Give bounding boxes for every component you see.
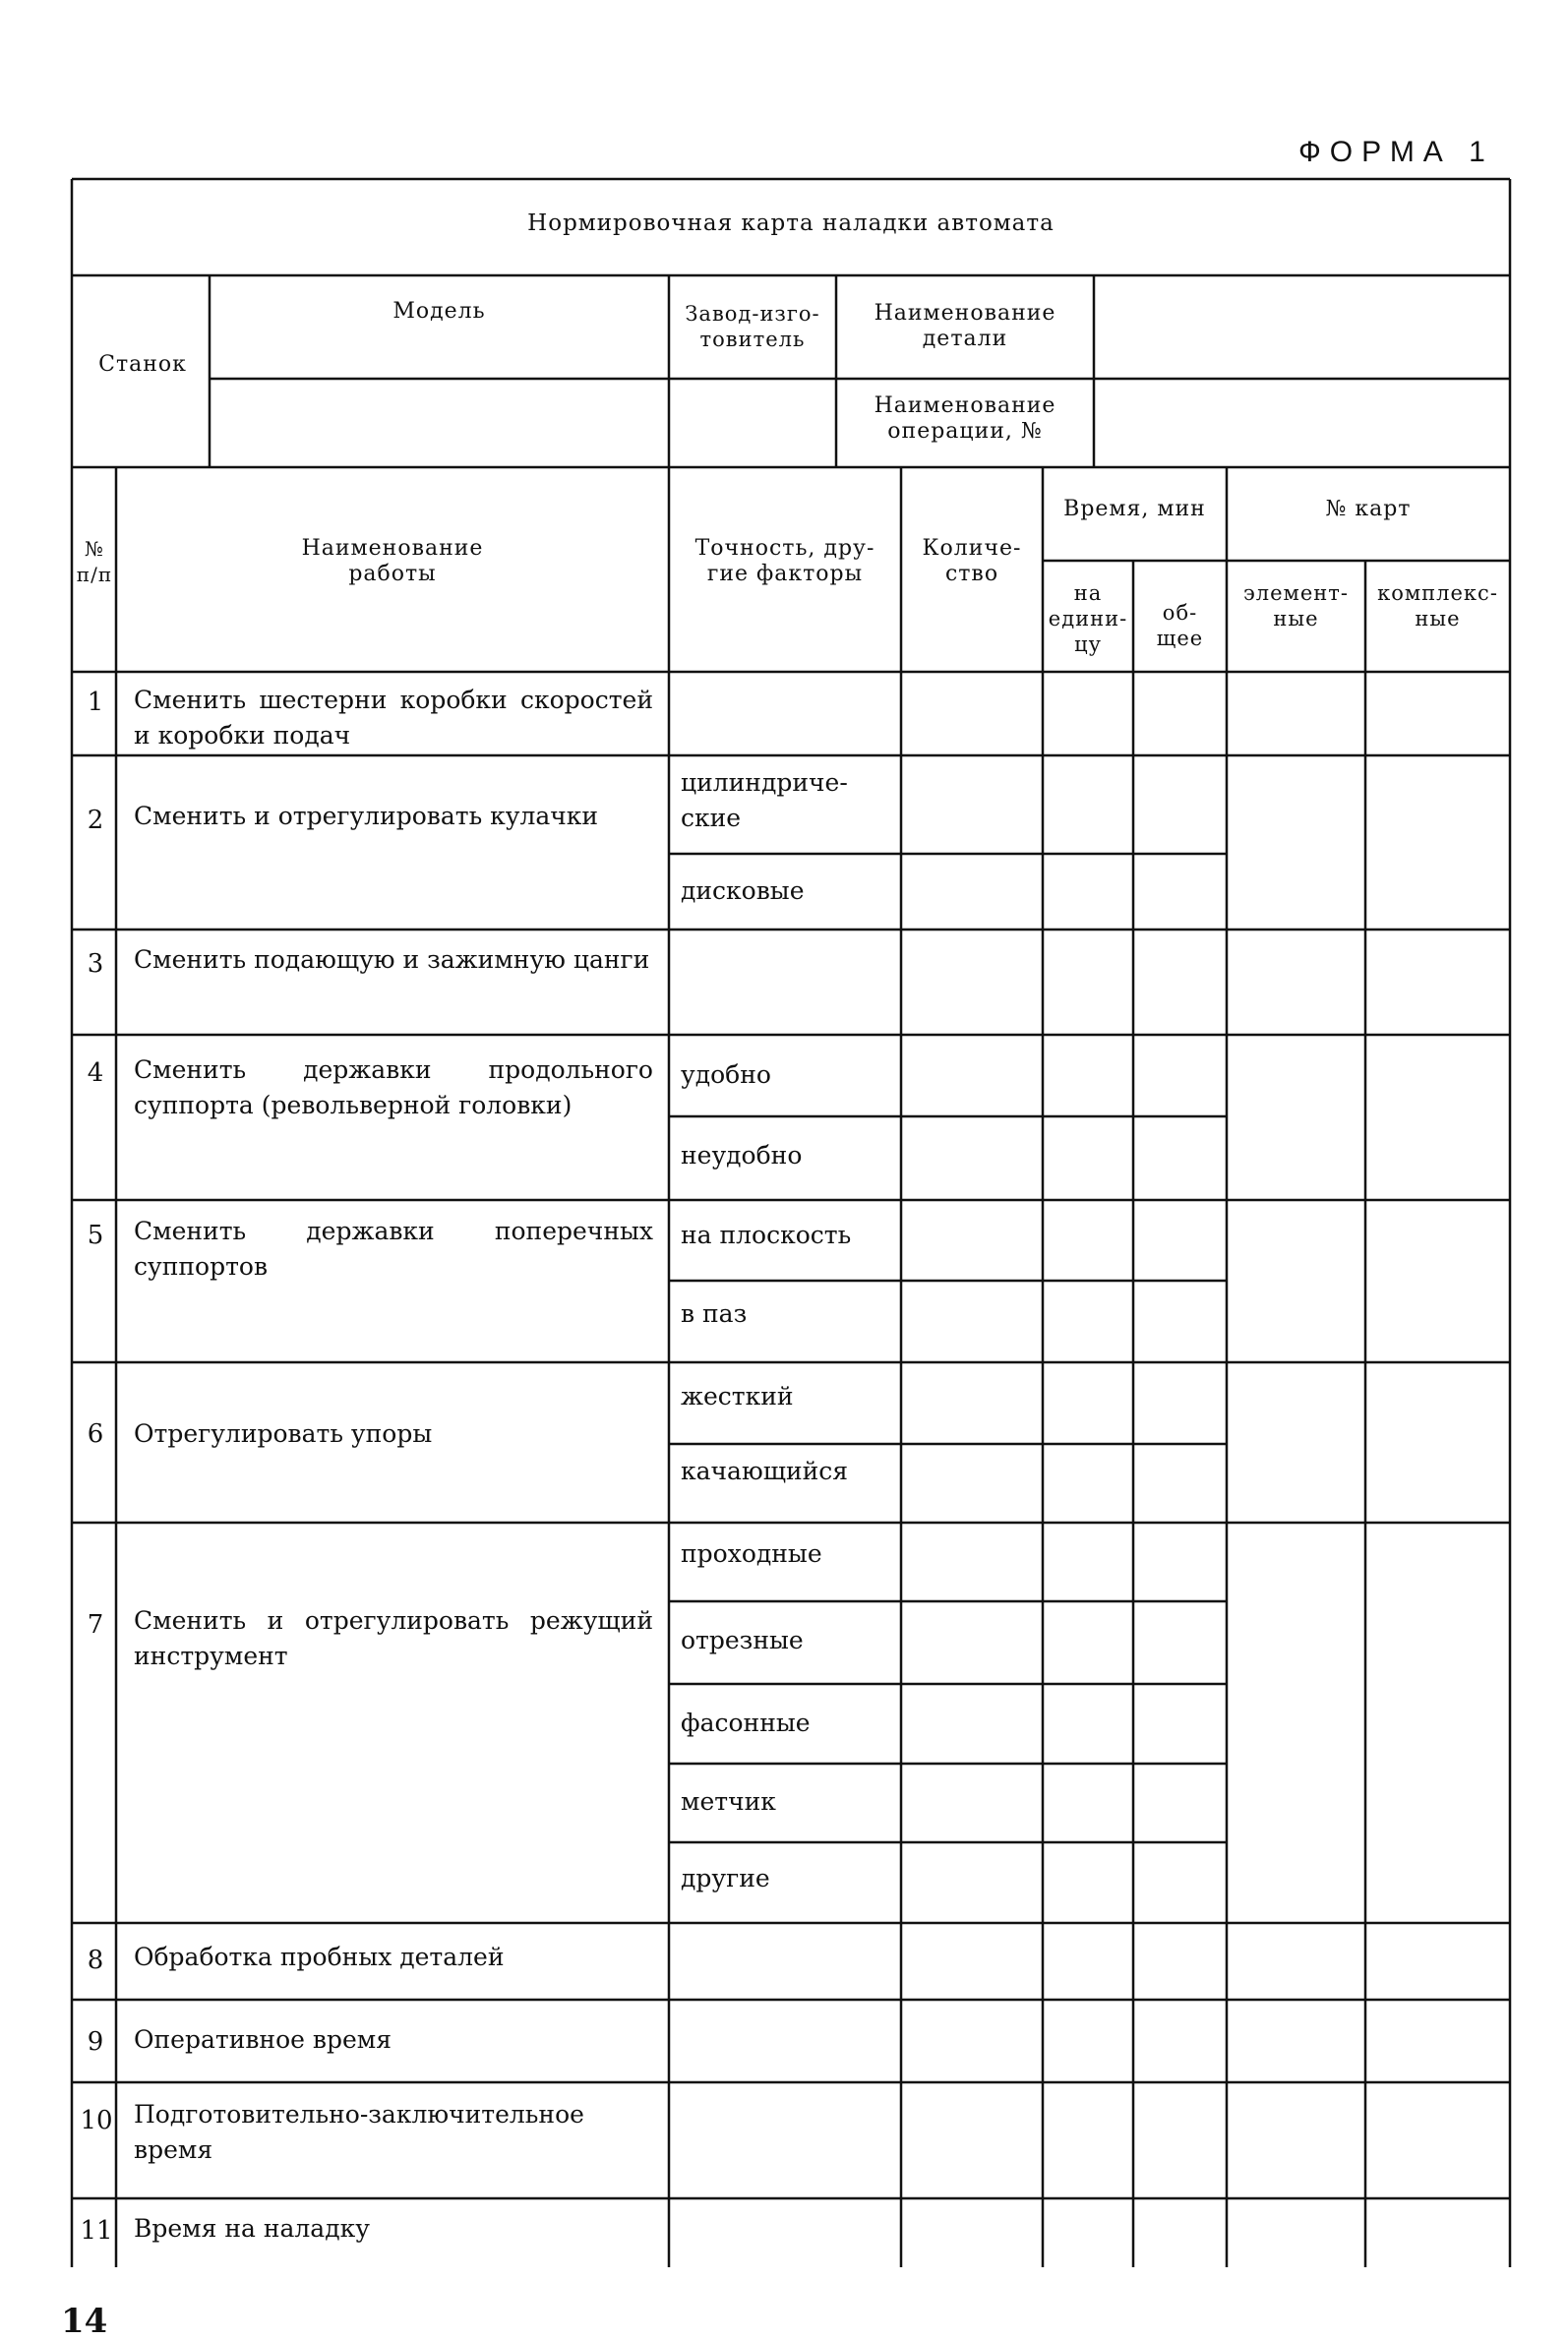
row-work-name: Сменить державки поперечных суппортов — [134, 1217, 653, 1281]
row-option: качающийся — [681, 1457, 849, 1485]
row-num: 11 — [80, 2216, 113, 2246]
row-num: 8 — [87, 1946, 104, 1975]
row-option: другие — [681, 1864, 770, 1892]
row-work-name: Отрегулировать упоры — [134, 1419, 433, 1448]
row-option: неудобно — [681, 1141, 803, 1170]
row-num: 9 — [87, 2027, 104, 2057]
col-time-total-header: об- щее — [1156, 601, 1204, 650]
row-num: 5 — [87, 1221, 104, 1250]
row-option: дисковые — [681, 876, 805, 905]
col-time-header: Время, мин — [1063, 497, 1206, 521]
part-name-label: Наименование детали — [874, 301, 1056, 351]
row-work-name: Сменить державки продольного суппорта (револьверной головки) — [134, 1055, 653, 1119]
row-num: 4 — [87, 1058, 104, 1088]
row-num: 3 — [87, 949, 104, 979]
row-work-name: Обработка пробных деталей — [134, 1943, 505, 1971]
row-num: 1 — [87, 688, 104, 717]
row-num: 7 — [87, 1610, 104, 1640]
model-label: Модель — [392, 299, 486, 324]
col-num-header: № п/п — [76, 537, 113, 586]
row-work-name: Сменить подающую и зажимную цанги — [134, 945, 650, 974]
row-work-name: Подготовительно-заключительное время — [134, 2100, 584, 2164]
col-quantity-header: Количе- ство — [922, 536, 1022, 586]
row-num: 2 — [87, 806, 104, 835]
row-work-name: Сменить и отрегулировать кулачки — [134, 802, 599, 830]
row-num: 6 — [87, 1419, 104, 1449]
plant-label: Завод-изго- товитель — [685, 302, 820, 351]
row-option: отрезные — [681, 1626, 804, 1654]
operation-name-label: Наименование операции, № — [874, 393, 1056, 444]
col-cards-complex-header: комплекс- ные — [1377, 581, 1498, 630]
row-option: жесткий — [681, 1382, 794, 1411]
col-time-per-unit-header: на едини- цу — [1048, 581, 1128, 656]
col-work-name-header: Наименование работы — [301, 536, 484, 586]
row-option: удобно — [681, 1060, 771, 1089]
row-num: 10 — [80, 2106, 113, 2135]
row-option: на плоскость — [681, 1221, 852, 1249]
col-accuracy-header: Точность, дру- гие факторы — [694, 536, 875, 586]
row-work-name: Сменить шестерни коробки скоростей и коробки подач — [134, 686, 653, 750]
row-work-name: Сменить и отрегулировать режущий инструмент — [134, 1606, 653, 1670]
row-option: фасонные — [681, 1709, 811, 1737]
row-work-name: Время на наладку — [134, 2214, 370, 2243]
form-label: ФОРМА 1 — [1298, 136, 1494, 168]
col-cards-elementary-header: элемент- ные — [1242, 581, 1349, 630]
row-work-name: Оперативное время — [134, 2025, 392, 2054]
page-number: 14 — [61, 2302, 108, 2341]
row-option: метчик — [681, 1787, 776, 1816]
row-option: в паз — [681, 1299, 748, 1328]
row-option: цилиндриче- ские — [681, 768, 848, 832]
table-title: Нормировочная карта наладки автомата — [527, 210, 1055, 236]
col-cards-header: № карт — [1325, 497, 1412, 521]
row-option: проходные — [681, 1539, 822, 1568]
stanok-label: Станок — [98, 352, 187, 377]
